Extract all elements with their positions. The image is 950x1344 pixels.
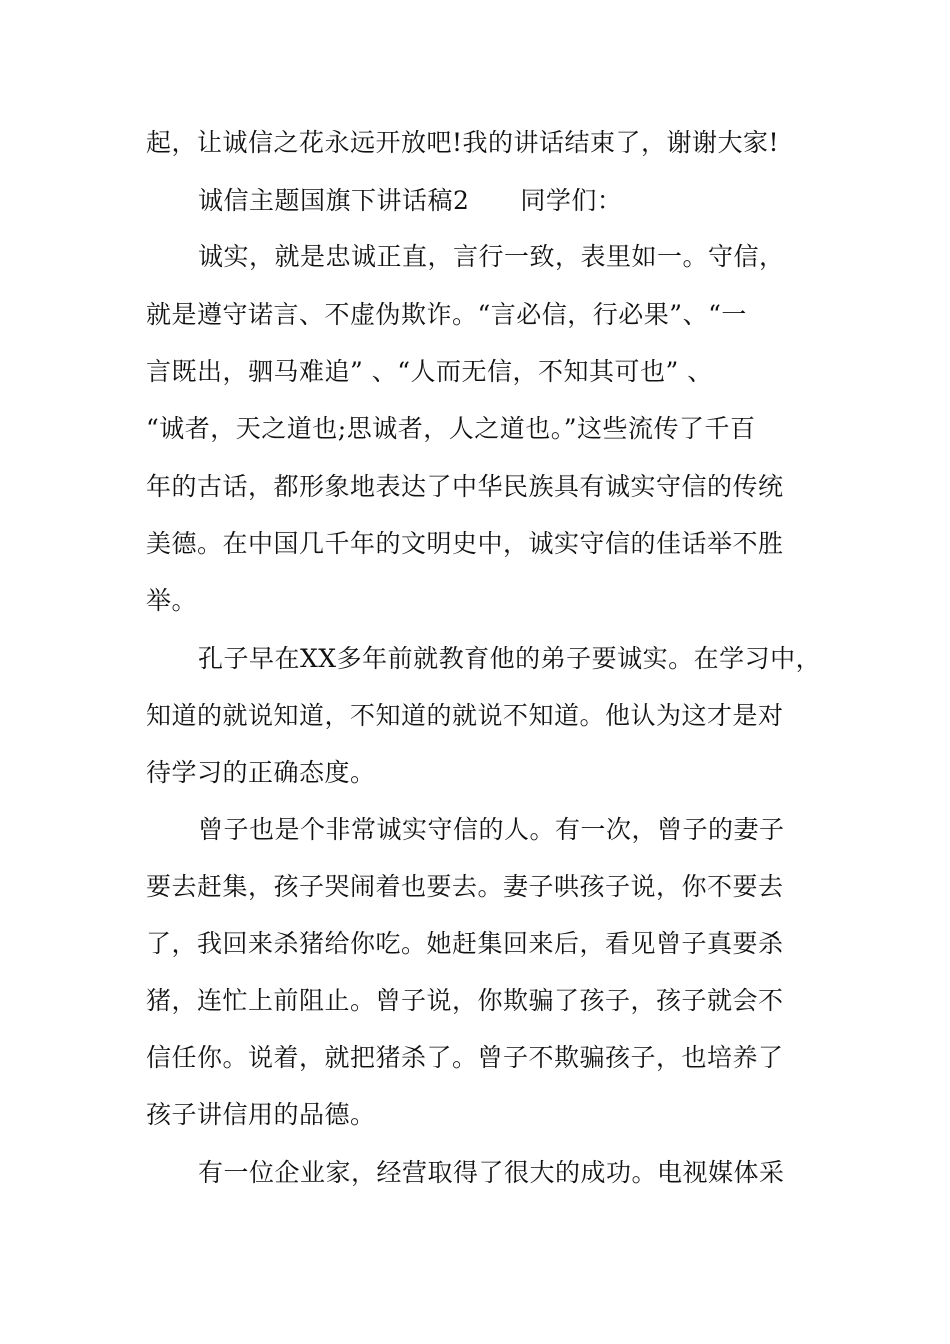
text-line: 举。 <box>146 586 198 615</box>
text-line: 美德。在中国几千年的文明史中，诚实守信的佳话举不胜 <box>146 529 784 558</box>
section-heading: 诚信主题国旗下讲话稿2 同学们： <box>198 186 623 215</box>
text-line: 就是遵守诺言、不虚伪欺诈。“言必信，行必果”、“一 <box>146 300 747 329</box>
text-line: 言既出，驷马难追” 、“人而无信，不知其可也” 、 <box>146 357 713 386</box>
text-line: 待学习的正确态度。 <box>146 758 376 787</box>
text-line: 起，让诚信之花永远开放吧!我的讲话结束了，谢谢大家! <box>146 128 780 157</box>
text-line: 诚实，就是忠诚正直，言行一致，表里如一。守信， <box>198 242 785 271</box>
text-line: “诚者，天之道也;思诚者，人之道也。”这些流传了千百 <box>146 414 756 443</box>
text-line: 信任你。说着，就把猪杀了。曾子不欺骗孩子，也培养了 <box>146 1043 784 1072</box>
text-line: 了，我回来杀猪给你吃。她赶集回来后，看见曾子真要杀 <box>146 929 784 958</box>
text-line: 孩子讲信用的品德。 <box>146 1100 376 1129</box>
text-line: 知道的就说知道，不知道的就说不知道。他认为这才是对 <box>146 701 784 730</box>
text-line: 有一位企业家，经营取得了很大的成功。电视媒体采 <box>198 1158 785 1187</box>
text-line: 孔子早在XX多年前就教育他的弟子要诚实。在学习中， <box>198 644 822 673</box>
text-line: 曾子也是个非常诚实守信的人。有一次，曾子的妻子 <box>198 815 785 844</box>
text-line: 年的古话，都形象地表达了中华民族具有诚实守信的传统 <box>146 472 784 501</box>
text-line: 猪，连忙上前阻止。曾子说，你欺骗了孩子，孩子就会不 <box>146 986 784 1015</box>
text-line: 要去赶集，孩子哭闹着也要去。妻子哄孩子说，你不要去 <box>146 872 784 901</box>
